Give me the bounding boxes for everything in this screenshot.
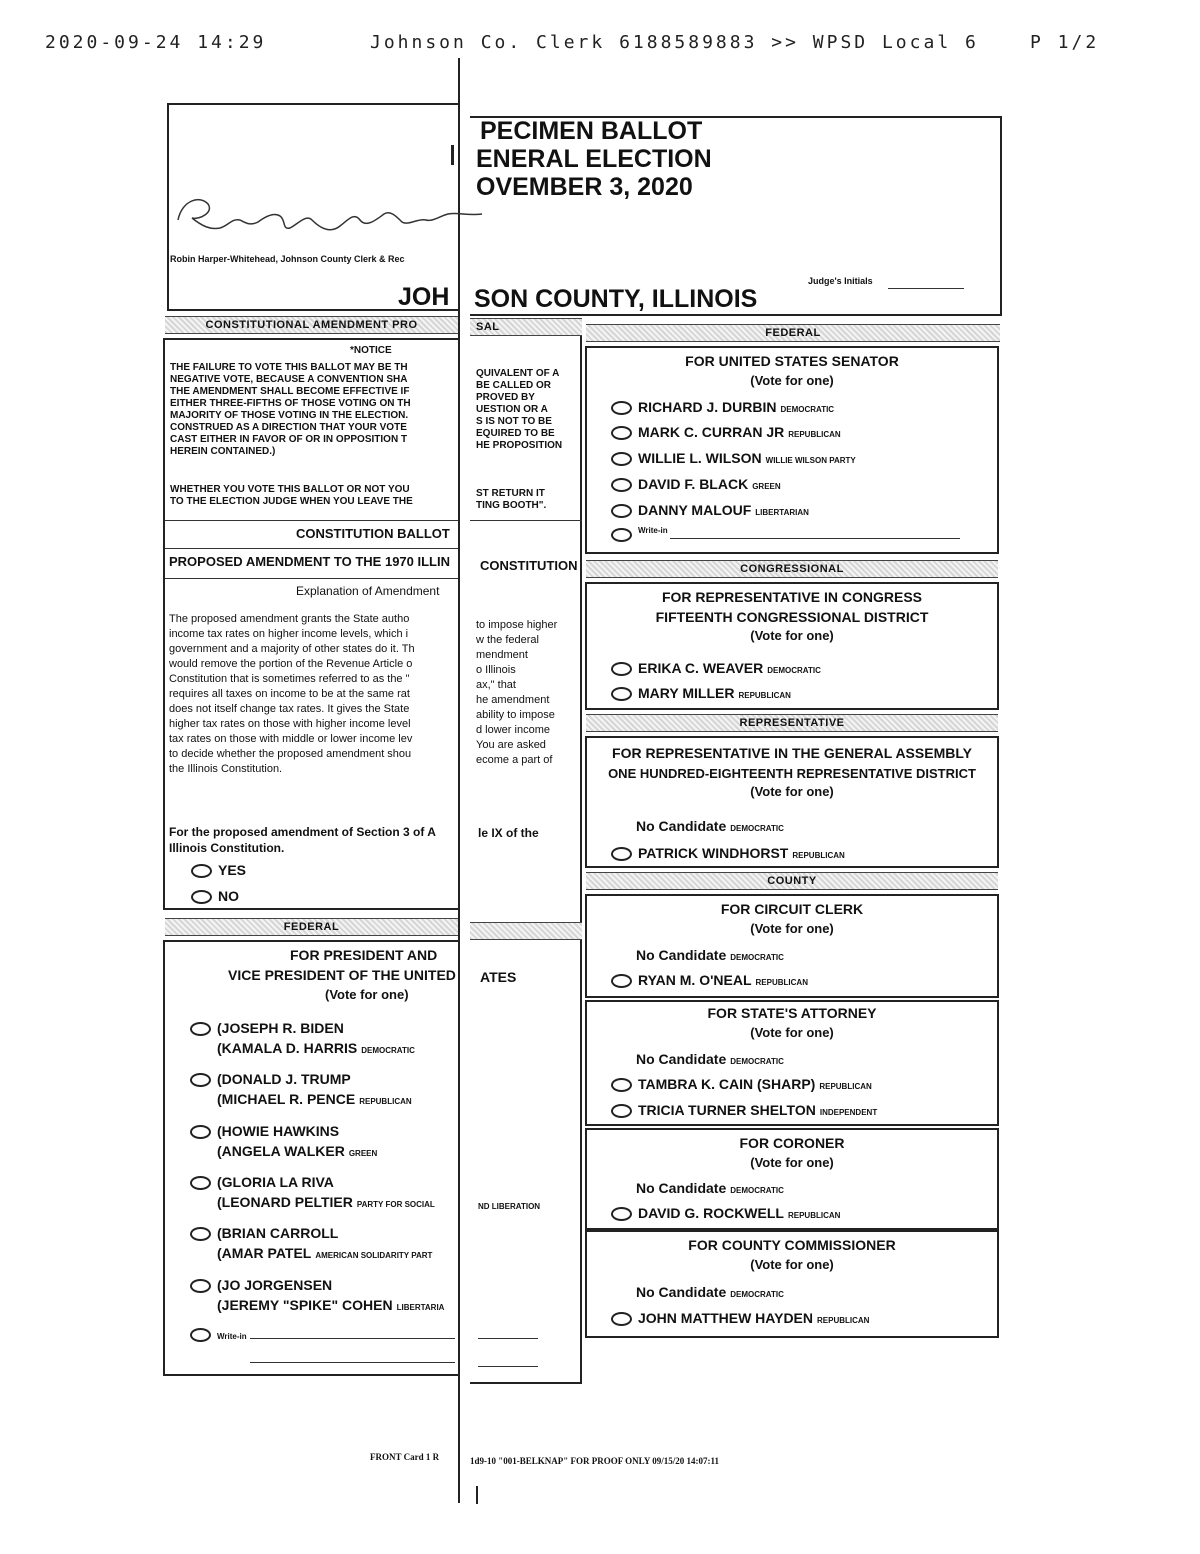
notice-text-right: QUIVALENT OF A BE CALLED OR PROVED BY UESTION OR A S IS NOT TO BE EQUIRED TO BE HE PROPOSITION bbox=[476, 368, 563, 451]
footer-proof-text: 1d9-10 "001-BELKNAP" FOR PROOF ONLY 09/15/20 14:07:11 bbox=[470, 1456, 719, 1466]
title-fragment-mark bbox=[451, 145, 460, 165]
ballot-oval[interactable] bbox=[611, 847, 632, 861]
fax-datetime: 2020-09-24 14:29 bbox=[45, 32, 267, 53]
write-in-line-2[interactable] bbox=[250, 1362, 455, 1363]
circuit-clerk-no-candidate: No Candidate DEMOCRATIC bbox=[636, 947, 784, 963]
assembly-vote-for: (Vote for one) bbox=[750, 784, 834, 799]
constitutional-header-right: SAL bbox=[470, 318, 582, 336]
states-attorney-race-title: FOR STATE'S ATTORNEY bbox=[707, 1005, 877, 1021]
president-ticket-carroll[interactable]: (BRIAN CARROLL (AMAR PATEL AMERICAN SOLIDARITY PART bbox=[190, 1223, 432, 1266]
circuit-clerk-race-title: FOR CIRCUIT CLERK bbox=[720, 901, 864, 917]
ballot-oval[interactable] bbox=[611, 1207, 632, 1221]
ballot-oval[interactable] bbox=[611, 504, 632, 518]
president-race-title-line2-right: ATES bbox=[480, 969, 517, 985]
senator-write-in-line[interactable] bbox=[670, 538, 960, 539]
states-attorney-no-candidate: No Candidate DEMOCRATIC bbox=[636, 1051, 784, 1067]
federal-header-left: FEDERAL bbox=[165, 918, 458, 936]
return-notice-left: WHETHER YOU VOTE THIS BALLOT OR NOT YOU TO THE ELECTION JUDGE WHEN YOU LEAVE THE bbox=[170, 484, 413, 507]
ballot-oval[interactable] bbox=[611, 1104, 632, 1118]
coroner-vote-for: (Vote for one) bbox=[750, 1155, 834, 1170]
explanation-text-right: to impose higher w the federal mendment o Illinois ax," that he amendment ability to impose d lower income You are asked ecome a part of bbox=[476, 619, 558, 766]
ballot-oval[interactable] bbox=[611, 1078, 632, 1092]
president-ticket-jorgensen[interactable]: (JO JORGENSEN (JEREMY "SPIKE" COHEN LIBERTARIA bbox=[190, 1275, 444, 1318]
ballot-oval[interactable] bbox=[611, 662, 632, 676]
assembly-no-candidate: No Candidate DEMOCRATIC bbox=[636, 818, 784, 834]
circuit-clerk-candidate-oneal[interactable]: RYAN M. O'NEAL REPUBLICAN bbox=[611, 972, 808, 988]
ballot-title-line1: PECIMEN BALLOT bbox=[480, 117, 703, 145]
president-write-in[interactable]: Write-in bbox=[190, 1326, 247, 1342]
ballot-oval[interactable] bbox=[611, 687, 632, 701]
ballot-oval[interactable] bbox=[191, 890, 212, 904]
ballot-oval[interactable] bbox=[611, 974, 632, 988]
senator-candidate-malouf[interactable]: DANNY MALOUF LIBERTARIAN bbox=[611, 502, 809, 518]
president-ticket-biden[interactable]: (JOSEPH R. BIDEN (KAMALA D. HARRIS DEMOCRATIC bbox=[190, 1018, 415, 1061]
coroner-no-candidate: No Candidate DEMOCRATIC bbox=[636, 1180, 784, 1196]
for-amendment-text-right: le IX of the bbox=[478, 826, 539, 840]
proposed-amendment-heading-right: CONSTITUTION bbox=[480, 558, 578, 573]
president-race-title-line1: FOR PRESIDENT AND bbox=[290, 947, 438, 963]
senator-candidate-wilson[interactable]: WILLIE L. WILSON WILLIE WILSON PARTY bbox=[611, 450, 856, 466]
ballot-oval[interactable] bbox=[190, 1073, 211, 1087]
fax-sender: Johnson Co. Clerk 6188589883 >> WPSD Local 6 bbox=[370, 32, 979, 53]
amendment-option-no[interactable]: NO bbox=[191, 888, 239, 904]
judges-initials-label: Judge's Initials bbox=[808, 276, 873, 286]
congress-candidate-weaver[interactable]: ERIKA C. WEAVER DEMOCRATIC bbox=[611, 660, 821, 676]
assembly-race-title-1: FOR REPRESENTATIVE IN THE GENERAL ASSEMBLY bbox=[612, 745, 972, 761]
ballot-oval[interactable] bbox=[611, 401, 632, 415]
divider bbox=[165, 578, 458, 579]
representative-header: REPRESENTATIVE bbox=[586, 714, 998, 732]
footer-card-label: FRONT Card 1 R bbox=[370, 1452, 440, 1462]
senator-vote-for: (Vote for one) bbox=[750, 373, 834, 388]
middle-column-box bbox=[470, 322, 582, 1384]
ballot-oval[interactable] bbox=[190, 1022, 211, 1036]
divider bbox=[165, 548, 458, 549]
president-ticket-la-riva[interactable]: (GLORIA LA RIVA (LEONARD PELTIER PARTY FOR SOCIAL bbox=[190, 1172, 435, 1215]
president-ticket-trump[interactable]: (DONALD J. TRUMP (MICHAEL R. PENCE REPUBLICAN bbox=[190, 1069, 412, 1112]
write-in-line-right bbox=[478, 1338, 538, 1339]
senator-candidate-curran[interactable]: MARK C. CURRAN JR REPUBLICAN bbox=[611, 424, 841, 440]
for-amendment-text: For the proposed amendment of Section 3 of A Illinois Constitution. bbox=[169, 825, 436, 855]
commissioner-vote-for: (Vote for one) bbox=[750, 1257, 834, 1272]
explanation-heading: Explanation of Amendment bbox=[296, 584, 440, 598]
coroner-candidate-rockwell[interactable]: DAVID G. ROCKWELL REPUBLICAN bbox=[611, 1205, 840, 1221]
commissioner-candidate-hayden[interactable]: JOHN MATTHEW HAYDEN REPUBLICAN bbox=[611, 1310, 869, 1326]
states-attorney-candidate-shelton[interactable]: TRICIA TURNER SHELTON INDEPENDENT bbox=[611, 1102, 877, 1118]
ballot-title-line2: ENERAL ELECTION bbox=[476, 145, 712, 173]
write-in-line[interactable] bbox=[250, 1338, 455, 1339]
county-header: COUNTY bbox=[586, 872, 998, 890]
liberation-fragment: ND LIBERATION bbox=[478, 1202, 541, 1211]
senator-race-title: FOR UNITED STATES SENATOR bbox=[685, 353, 899, 369]
president-vote-for: (Vote for one) bbox=[325, 987, 409, 1002]
explanation-text-left: The proposed amendment grants the State autho income tax rates on higher income levels, which i government and a majority of other states do it. Th would remove the portion of the Revenue Article o Constitution that is sometimes referred to as the " requires all taxes on income to be at the same rat does not itself change tax rates. It gives the State higher tax rates on those with higher income level tax rates on those with middle or lower income lev to decide whether the proposed amendment shou the Illinois Constitution. bbox=[169, 613, 415, 775]
clerk-signature bbox=[170, 190, 490, 245]
states-attorney-candidate-cain[interactable]: TAMBRA K. CAIN (SHARP) REPUBLICAN bbox=[611, 1076, 872, 1092]
notice-text-left: THE FAILURE TO VOTE THIS BALLOT MAY BE TH NEGATIVE VOTE, BECAUSE A CONVENTION SHA THE AMENDMENT SHALL BECOME EFFECTIVE IF EITHER THREE-FIFTHS OF THOSE VOTING ON TH MAJORITY OF THOSE VOTING IN THE ELECTION. CONSTRUED AS A DIRECTION THAT YOUR VOTE CAST EITHER IN FAVOR OF OR IN OPPOSITION T HEREIN CONTAINED.) bbox=[170, 362, 411, 457]
circuit-clerk-vote-for: (Vote for one) bbox=[750, 921, 834, 936]
stray-mark bbox=[476, 1486, 478, 1504]
president-ticket-hawkins[interactable]: (HOWIE HAWKINS (ANGELA WALKER GREEN bbox=[190, 1121, 377, 1164]
coroner-race-title: FOR CORONER bbox=[739, 1135, 845, 1151]
ballot-oval[interactable] bbox=[611, 528, 632, 542]
divider bbox=[470, 520, 582, 521]
ballot-oval[interactable] bbox=[190, 1328, 211, 1342]
president-race-title-line2: VICE PRESIDENT OF THE UNITED bbox=[228, 967, 456, 983]
return-notice-right: ST RETURN IT TING BOOTH". bbox=[476, 488, 547, 511]
constitution-ballot-heading: CONSTITUTION BALLOT bbox=[296, 526, 450, 541]
commissioner-race-title: FOR COUNTY COMMISSIONER bbox=[688, 1237, 896, 1253]
senator-write-in[interactable]: Write-in bbox=[611, 526, 668, 542]
senator-candidate-black[interactable]: DAVID F. BLACK GREEN bbox=[611, 476, 781, 492]
clerk-caption: Robin Harper-Whitehead, Johnson County Clerk & Rec bbox=[170, 254, 405, 264]
congressional-header: CONGRESSIONAL bbox=[586, 560, 998, 578]
congress-vote-for: (Vote for one) bbox=[750, 628, 834, 643]
ballot-oval[interactable] bbox=[190, 1279, 211, 1293]
congress-candidate-miller[interactable]: MARY MILLER REPUBLICAN bbox=[611, 685, 791, 701]
congress-race-title-1: FOR REPRESENTATIVE IN CONGRESS bbox=[661, 589, 923, 605]
judges-initials-line bbox=[888, 288, 964, 289]
commissioner-no-candidate: No Candidate DEMOCRATIC bbox=[636, 1284, 784, 1300]
ballot-oval[interactable] bbox=[191, 864, 212, 878]
ballot-oval[interactable] bbox=[190, 1176, 211, 1190]
senator-candidate-durbin[interactable]: RICHARD J. DURBIN DEMOCRATIC bbox=[611, 399, 834, 415]
assembly-race-title-2: ONE HUNDRED-EIGHTEENTH REPRESENTATIVE DISTRICT bbox=[608, 766, 976, 781]
fax-page-number: P 1/2 bbox=[1030, 32, 1100, 53]
constitutional-header-left: CONSTITUTIONAL AMENDMENT PRO bbox=[165, 316, 458, 334]
ballot-oval[interactable] bbox=[611, 478, 632, 492]
county-name-left: JOH bbox=[398, 283, 450, 311]
ballot-oval[interactable] bbox=[611, 1312, 632, 1326]
amendment-option-yes[interactable]: YES bbox=[191, 862, 246, 878]
proposed-amendment-heading: PROPOSED AMENDMENT TO THE 1970 ILLIN bbox=[169, 554, 450, 569]
federal-header-right: FEDERAL bbox=[586, 324, 1000, 342]
ballot-oval[interactable] bbox=[611, 426, 632, 440]
ballot-oval[interactable] bbox=[190, 1227, 211, 1241]
ballot-title-line3: OVEMBER 3, 2020 bbox=[476, 173, 693, 201]
federal-header-middle bbox=[470, 922, 582, 940]
ballot-oval[interactable] bbox=[611, 452, 632, 466]
states-attorney-vote-for: (Vote for one) bbox=[750, 1025, 834, 1040]
ballot-oval[interactable] bbox=[190, 1125, 211, 1139]
congress-race-title-2: FIFTEENTH CONGRESSIONAL DISTRICT bbox=[655, 609, 929, 625]
notice-label: *NOTICE bbox=[350, 345, 392, 356]
write-in-line-2-right bbox=[478, 1366, 538, 1367]
assembly-candidate-windhorst[interactable]: PATRICK WINDHORST REPUBLICAN bbox=[611, 845, 845, 861]
divider bbox=[165, 520, 458, 521]
county-name-right: SON COUNTY, ILLINOIS bbox=[474, 285, 758, 313]
